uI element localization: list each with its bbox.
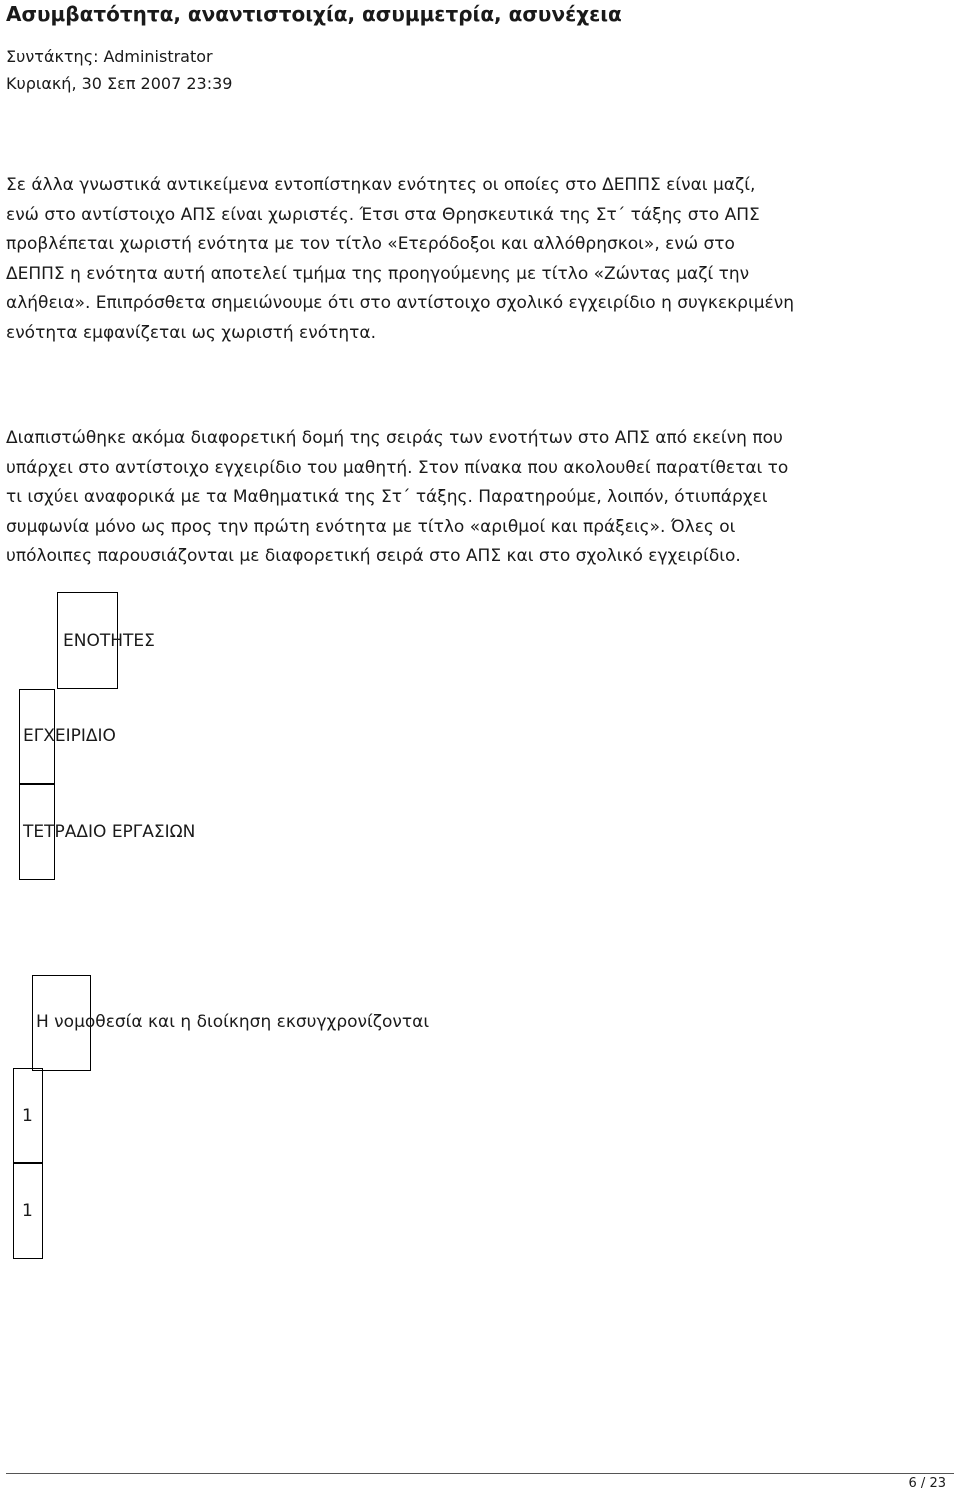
table-header-textbook: ΕΓΧΕΙΡΙΔΙΟ: [23, 726, 116, 746]
table-header-sections: ΕΝΟΤΗΤΕΣ: [63, 631, 155, 651]
paragraph-line: υπόλοιπες παρουσιάζονται με διαφορετική σειρά στο ΑΠΣ και στο σχολικό εγχειρίδιο.: [6, 546, 741, 566]
paragraph-line: Σε άλλα γνωστικά αντικείμενα εντοπίστηκαν ενότητες οι οποίες στο ΔΕΠΠΣ είναι μαζί,: [6, 175, 756, 195]
paragraph-line: προβλέπεται χωριστή ενότητα με τον τίτλο «Ετερόδοξοι και αλλόθρησκοι», ενώ στο: [6, 234, 735, 254]
author-line: Συντάκτης: Administrator: [6, 47, 213, 66]
table-row-textbook-value: 1: [22, 1106, 33, 1126]
paragraph-line: αλήθεια». Επιπρόσθετα σημειώνουμε ότι στο αντίστοιχο σχολικό εγχειρίδιο η συγκεκριμένη: [6, 293, 794, 313]
paragraph-line: ενώ στο αντίστοιχο ΑΠΣ είναι χωριστές. Έτσι στα Θρησκευτικά της Στ΄ τάξης στο ΑΠΣ: [6, 204, 760, 225]
paragraph-line: συμφωνία μόνο ως προς την πρώτη ενότητα με τίτλο «αριθμοί και πράξεις». Όλες οι: [6, 516, 736, 537]
paragraph-2: [6, 424, 954, 572]
table-row-title: Η νομοθεσία και η διοίκηση εκσυγχρονίζονται: [36, 1012, 430, 1032]
paragraph-line: υπάρχει στο αντίστοιχο εγχειρίδιο του μαθητή. Στον πίνακα που ακολουθεί παρατίθεται το: [6, 457, 789, 478]
footer-divider: [6, 1473, 954, 1474]
paragraph-line: ενότητα εμφανίζεται ως χωριστή ενότητα.: [6, 322, 376, 343]
table-header-workbook: ΤΕΤΡΑΔΙΟ ΕΡΓΑΣΙΩΝ: [23, 822, 196, 842]
paragraph-1: [6, 171, 954, 348]
date-line: Κυριακή, 30 Σεπ 2007 23:39: [6, 74, 233, 93]
paragraph-line: τι ισχύει αναφορικά με τα Μαθηματικά της Στ΄ τάξης. Παρατηρούμε, λοιπόν, ότιυπάρχει: [6, 487, 768, 507]
paragraph-line: Διαπιστώθηκε ακόμα διαφορετική δομή της σειράς των ενοτήτων στο ΑΠΣ από εκείνη που: [6, 428, 783, 448]
page-number: 6 / 23: [908, 1476, 946, 1491]
document-title: Ασυμβατότητα, αναντιστοιχία, ασυμμετρία, ασυνέχεια: [6, 2, 622, 26]
paragraph-line: ΔΕΠΠΣ η ενότητα αυτή αποτελεί τμήμα της προηγούμενης με τίτλο «Ζώντας μαζί την: [6, 263, 750, 284]
table-row-workbook-value: 1: [22, 1201, 33, 1221]
